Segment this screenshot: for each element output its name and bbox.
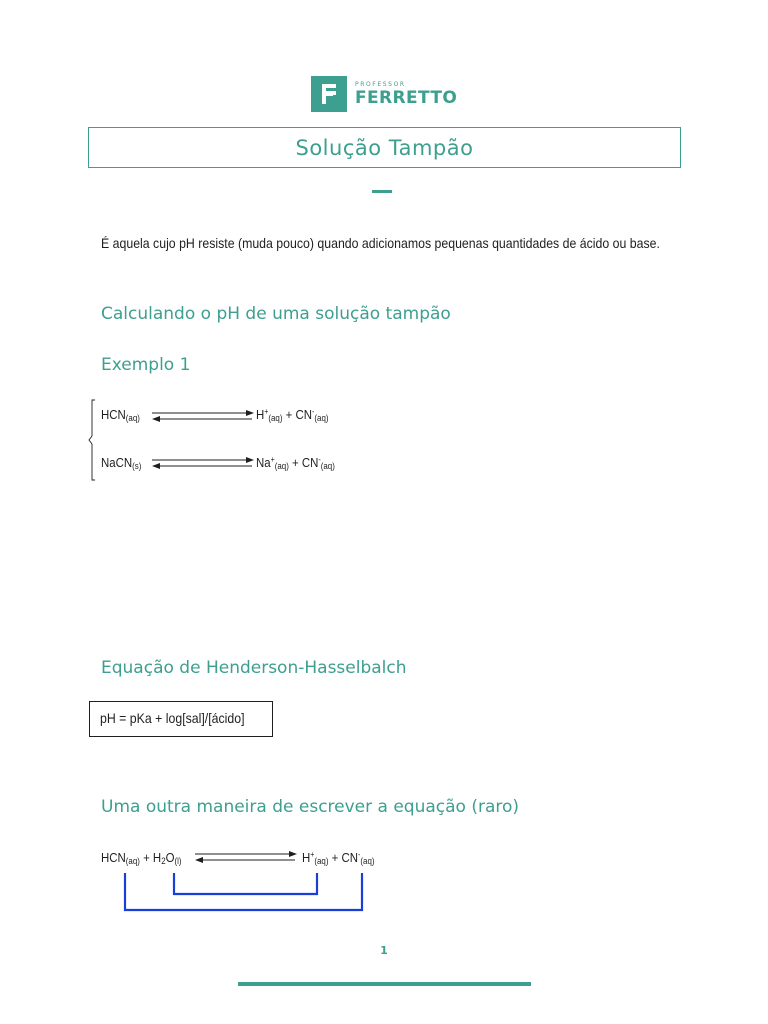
equilibrium-arrows-icon: [150, 407, 256, 425]
heading-calculating: Calculando o pH de uma solução tampão: [101, 304, 451, 324]
system-brace-icon: [86, 398, 98, 482]
henderson-formula: pH = pKa + log[sal]/[ácido]: [100, 710, 245, 726]
reaction-hcn-left: $HCN_{(aq)}$: [101, 407, 140, 423]
equilibrium-arrows-icon: [150, 454, 256, 472]
footer-bar: [238, 982, 531, 986]
logo-small-text: PROFESSOR: [355, 80, 406, 88]
heading-henderson: Equação de Henderson-Hasselbalch: [101, 658, 407, 678]
equilibrium-arrows-icon: [193, 848, 299, 866]
page-title: Solução Tampão: [295, 135, 474, 160]
intro-paragraph: [101, 231, 660, 256]
heading-other-way: Uma outra maneira de escrever a equação (raro): [101, 797, 520, 817]
title-box: [88, 127, 681, 168]
intro-text: É aquela cujo pH resiste (muda pouco) quando adicionamos pequenas quantidades de ácido ou base.: [101, 235, 660, 251]
reaction-hcn-products: $H^+_{(aq)} + CN^-_{(aq)}$: [256, 407, 329, 423]
brand-logo: [311, 76, 457, 112]
logo-f-icon: [311, 76, 347, 112]
conjugate-pair-brackets: [120, 868, 370, 914]
reaction-water-products: $H^+_{(aq)} + CN^-_{(aq)}$: [302, 850, 375, 866]
reaction-nacn-products: $Na^+_{(aq)} + CN^-_{(aq)}$: [256, 455, 335, 471]
formula-box: [89, 701, 273, 737]
reaction-nacn-left: NaCN$_{(s)}$: [101, 455, 142, 471]
logo-text: [355, 82, 457, 107]
title-divider: [372, 190, 392, 193]
heading-example: Exemplo 1: [101, 355, 191, 375]
page-number: 1: [380, 944, 388, 957]
reaction-water-left: $HCN_{(aq)} + H_2O_{(l)}$: [101, 850, 182, 866]
logo-big-text: FERRETTO: [355, 87, 458, 108]
